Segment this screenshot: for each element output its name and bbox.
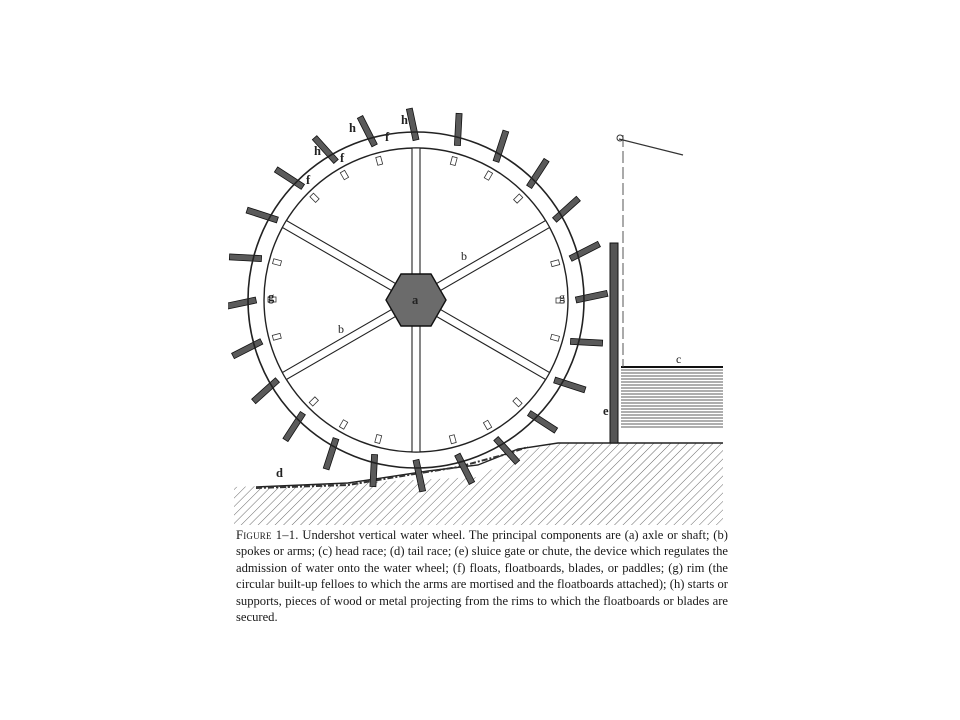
water-wheel-diagram [228,105,768,530]
label-g-left: g [268,290,275,304]
label-f-3: f [385,130,390,144]
caption-text: Undershot vertical water wheel. The principal components are (a) axle or shaft; (b) spokes or arms; (c) head race; (d) tail race; (e) sluice gate or chute, the device which regulates the admission of water onto the water wheel; (f) floats, floatboards, blades, or paddles; (g) rim (the circular built-up felloes to which the arms are mortised and the floatboards attached); (h) starts or supports, pieces of wood or metal projecting from the rims to which the floatboards or blades are secured. [236,528,728,625]
float-paddle [536,362,587,399]
float-paddle [317,420,354,471]
figure-number: Figure 1–1. [236,528,299,542]
label-g-right: g [559,290,565,304]
label-h-3: h [401,113,408,127]
label-a: a [412,293,419,307]
label-h-1: h [314,144,321,158]
label-b-lower: b [338,322,344,336]
figure-caption [236,527,728,625]
label-f-2: f [340,151,345,165]
label-h-2: h [349,121,356,135]
label-e: e [603,404,609,418]
sluice-gate-lever [619,139,683,155]
sluice-gate [610,243,618,443]
head-race-water [621,367,723,429]
float-paddle [478,129,515,180]
float-paddle [245,201,296,238]
label-f-1: f [306,173,311,187]
label-d: d [276,466,283,480]
label-c: c [676,352,682,366]
label-b-upper: b [461,249,467,263]
